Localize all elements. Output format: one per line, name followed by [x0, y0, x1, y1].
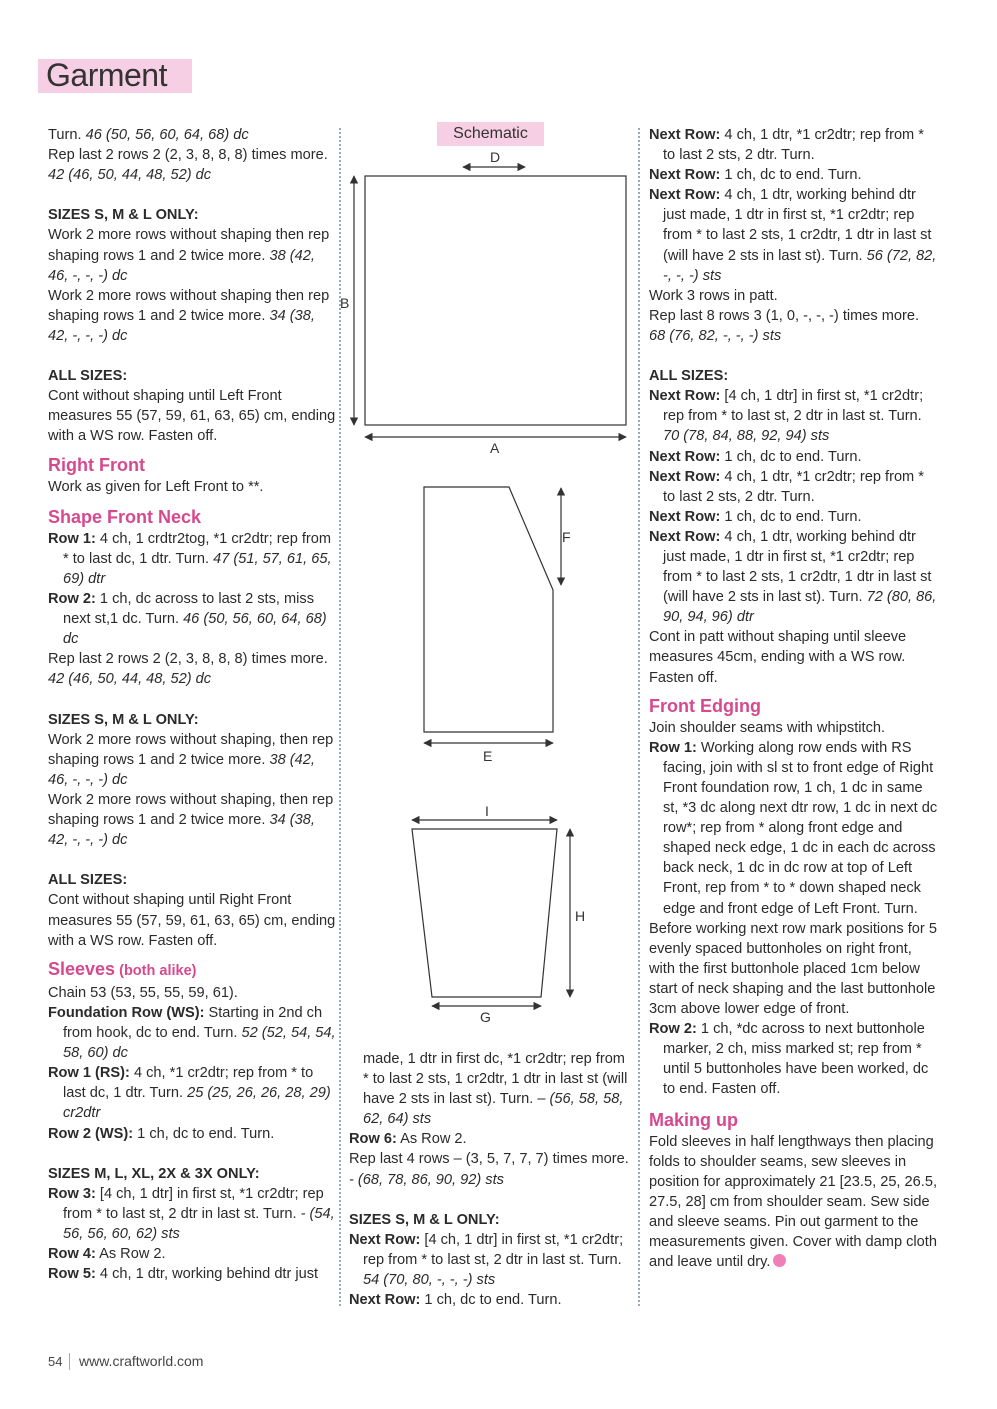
paragraph: Work 3 rows in patt.	[649, 287, 778, 304]
paragraph: Before working next row mark positions for 5 evenly spaced buttonholes on right front, with the first buttonhole placed 1cm below start of neck shaping and the last buttonhole 3cm above lower edge of front.	[649, 920, 937, 1018]
front-panel-shape	[424, 487, 553, 732]
label-f: F	[562, 529, 571, 545]
instruction-row: Row 4: As Row 2.	[48, 1246, 166, 1263]
page-title: Garment	[46, 57, 167, 93]
instruction-row: Row 1: Working along row ends with RS facing, join with sl st to front edge of Right Front foundation row, 1 ch, 1 dc in same st, *3 dc along next dtr row, 1 dc in next dc row*; rep from * along front edge and shaped neck edge, 1 dc in each dc across back neck, 1 dc in dc row at top of Left Front, rep from * to * down shaped neck edge and front edge of Left Front. Turn.	[649, 739, 938, 917]
paragraph: Work 2 more rows without shaping, then rep shaping rows 1 and 2 twice more. 34 (38, 42, -, -, -) dc	[48, 792, 334, 849]
schematic-title: Schematic	[453, 125, 528, 142]
paragraph: Cont in patt without shaping until sleeve measures 45cm, ending with a WS row. Fasten off.	[649, 629, 907, 686]
section-heading-making-up: Making up	[649, 1109, 738, 1130]
label-g: G	[480, 1009, 491, 1025]
instruction-row: Foundation Row (WS): Starting in 2nd ch from hook, dc to end. Turn. 52 (52, 54, 54, 58, 60) dc	[48, 1004, 336, 1062]
column-2	[349, 1049, 634, 1310]
subheading: ALL SIZES:	[48, 872, 128, 889]
instruction-row: Next Row: 4 ch, 1 dtr, *1 cr2dtr; rep from * to last 2 sts, 2 dtr. Turn.	[649, 468, 924, 505]
paragraph: Rep last 2 rows 2 (2, 3, 8, 8, 8) times more.	[48, 147, 328, 164]
subheading: ALL SIZES:	[649, 368, 729, 385]
footer-divider	[69, 1353, 70, 1370]
paragraph: Cont without shaping until Right Front measures 55 (57, 59, 61, 63, 65) cm, ending with a WS row. Fasten off.	[48, 892, 336, 949]
subheading: SIZES S, M & L ONLY:	[349, 1211, 500, 1228]
yarn-ball-icon	[773, 1254, 786, 1267]
instruction-row: Next Row: [4 ch, 1 dtr] in first st, *1 cr2dtr; rep from * to last st, 2 dtr in last st. Turn. 54 (70, 80, -, -, -) sts	[349, 1231, 624, 1289]
paragraph: Work 2 more rows without shaping then rep shaping rows 1 and 2 twice more. 38 (42, 46, -, -, -) dc	[48, 227, 330, 284]
column-3	[649, 125, 939, 1272]
instruction-row: Next Row: 1 ch, dc to end. Turn.	[349, 1292, 562, 1309]
instruction-row: Next Row: 4 ch, 1 dtr, working behind dtr just made, 1 dtr in first st, *1 cr2dtr; rep from * to last 2 sts, 1 cr2dtr, 1 dtr in last st (will have 2 sts in last st). Turn. 72 (80, 86, 90, 94, 96) dtr	[649, 528, 937, 626]
paragraph: - (68, 78, 86, 90, 92) sts	[349, 1171, 504, 1188]
instruction-row: Next Row: 4 ch, 1 dtr, *1 cr2dtr; rep from * to last 2 sts, 2 dtr. Turn.	[649, 127, 924, 164]
section-heading-right-front: Right Front	[48, 454, 145, 475]
column-1	[48, 125, 336, 1284]
paragraph: Chain 53 (53, 55, 55, 59, 61).	[48, 984, 238, 1001]
instruction-row: Next Row: 1 ch, dc to end. Turn.	[649, 448, 862, 465]
instruction-row: Next Row: 4 ch, 1 dtr, working behind dtr just made, 1 dtr in first st, *1 cr2dtr; rep from * to last 2 sts, 1 cr2dtr, 1 dtr in last st (will have 2 sts in last st). Turn. 56 (72, 82, -, -, -) sts	[649, 187, 937, 284]
paragraph: Work 2 more rows without shaping then rep shaping rows 1 and 2 twice more. 34 (38, 42, -, -, -) dc	[48, 287, 330, 344]
paragraph: Work as given for Left Front to **.	[48, 478, 264, 495]
paragraph: Turn. 46 (50, 56, 60, 64, 68) dc	[48, 127, 249, 143]
label-d: D	[490, 149, 501, 165]
paragraph: Rep last 4 rows – (3, 5, 7, 7, 7) times more.	[349, 1151, 629, 1168]
instruction-row: Row 1 (RS): 4 ch, *1 cr2dtr; rep from * to last dc, 1 dtr. Turn. 25 (25, 26, 26, 28, 29) cr2dtr	[48, 1065, 331, 1122]
subheading: SIZES M, L, XL, 2X & 3X ONLY:	[48, 1165, 260, 1182]
instruction-row: made, 1 dtr in first dc, *1 cr2dtr; rep from * to last 2 sts, 1 cr2dtr, 1 dtr in last st (will have 2 sts in last st). Turn. – (56, 58, 58, 62, 64) sts	[363, 1051, 628, 1128]
instruction-row: Row 2 (WS): 1 ch, dc to end. Turn.	[48, 1125, 275, 1142]
paragraph: Cont without shaping until Left Front measures 55 (57, 59, 61, 63, 65) cm, ending with a WS row. Fasten off.	[48, 388, 336, 445]
sleeve-shape	[412, 829, 557, 997]
paragraph: Rep last 2 rows 2 (2, 3, 8, 8, 8) times more.	[48, 651, 328, 668]
subheading: ALL SIZES:	[48, 368, 128, 385]
label-b: B	[340, 295, 350, 311]
paragraph: Join shoulder seams with whipstitch.	[649, 719, 886, 736]
schematic-diagram	[337, 140, 637, 1030]
back-panel-shape	[365, 176, 626, 425]
instruction-row: Next Row: [4 ch, 1 dtr] in first st, *1 cr2dtr; rep from * to last st, 2 dtr in last st. Turn. 70 (78, 84, 88, 92, 94) sts	[649, 388, 924, 445]
paragraph: Fold sleeves in half lengthways then placing folds to shoulder seams, sew sleeves in position for approximately 21 [23.5, 25, 26.5, 27.5, 28] cm from shoulder seam. Sew side and sleeve seams. Pin out garment to the measurements given. Cover with damp cloth and leave until dry.	[649, 1133, 937, 1271]
subheading: SIZES S, M & L ONLY:	[48, 711, 199, 728]
instruction-row: Row 3: [4 ch, 1 dtr] in first st, *1 cr2dtr; rep from * to last st, 2 dtr in last st. Turn. - (54, 56, 56, 60, 62) sts	[48, 1185, 335, 1242]
paragraph: 42 (46, 50, 44, 48, 52) dc	[48, 671, 212, 688]
section-heading-shape-front-neck: Shape Front Neck	[48, 506, 202, 527]
instruction-row: Row 5: 4 ch, 1 dtr, working behind dtr just	[48, 1266, 319, 1283]
instruction-row: Row 1: 4 ch, 1 crdtr2tog, *1 cr2dtr; rep from * to last dc, 1 dtr. Turn. 47 (51, 57, 61, 65, 69) dtr	[48, 530, 332, 587]
label-a: A	[490, 440, 500, 456]
instruction-row: Next Row: 1 ch, dc to end. Turn.	[649, 508, 862, 525]
label-i: I	[485, 803, 489, 819]
section-heading-sleeves: Sleeves (both alike)	[48, 958, 197, 979]
section-heading-front-edging: Front Edging	[649, 695, 761, 716]
column-divider-right	[638, 128, 640, 1306]
paragraph: Work 2 more rows without shaping, then rep shaping rows 1 and 2 twice more. 38 (42, 46, -, -, -) dc	[48, 731, 334, 788]
instruction-row: Row 2: 1 ch, dc across to last 2 sts, miss next st,1 dc. Turn. 46 (50, 56, 60, 64, 68) dc	[48, 591, 327, 648]
label-e: E	[483, 748, 493, 764]
page-number: 54	[48, 1354, 63, 1369]
label-h: H	[575, 908, 586, 924]
subheading: SIZES S, M & L ONLY:	[48, 207, 199, 224]
paragraph: 42 (46, 50, 44, 48, 52) dc	[48, 167, 212, 184]
footer-url: www.craftworld.com	[79, 1353, 204, 1369]
instruction-row: Next Row: 1 ch, dc to end. Turn.	[649, 167, 862, 184]
instruction-row: Row 2: 1 ch, *dc across to next buttonhole marker, 2 ch, miss marked st; rep from * until 5 buttonholes have been worked, dc to end. Fasten off.	[649, 1021, 929, 1098]
paragraph: Rep last 8 rows 3 (1, 0, -, -, -) times more. 68 (76, 82, -, -, -) sts	[649, 307, 920, 344]
instruction-row: Row 6: As Row 2.	[349, 1131, 467, 1148]
